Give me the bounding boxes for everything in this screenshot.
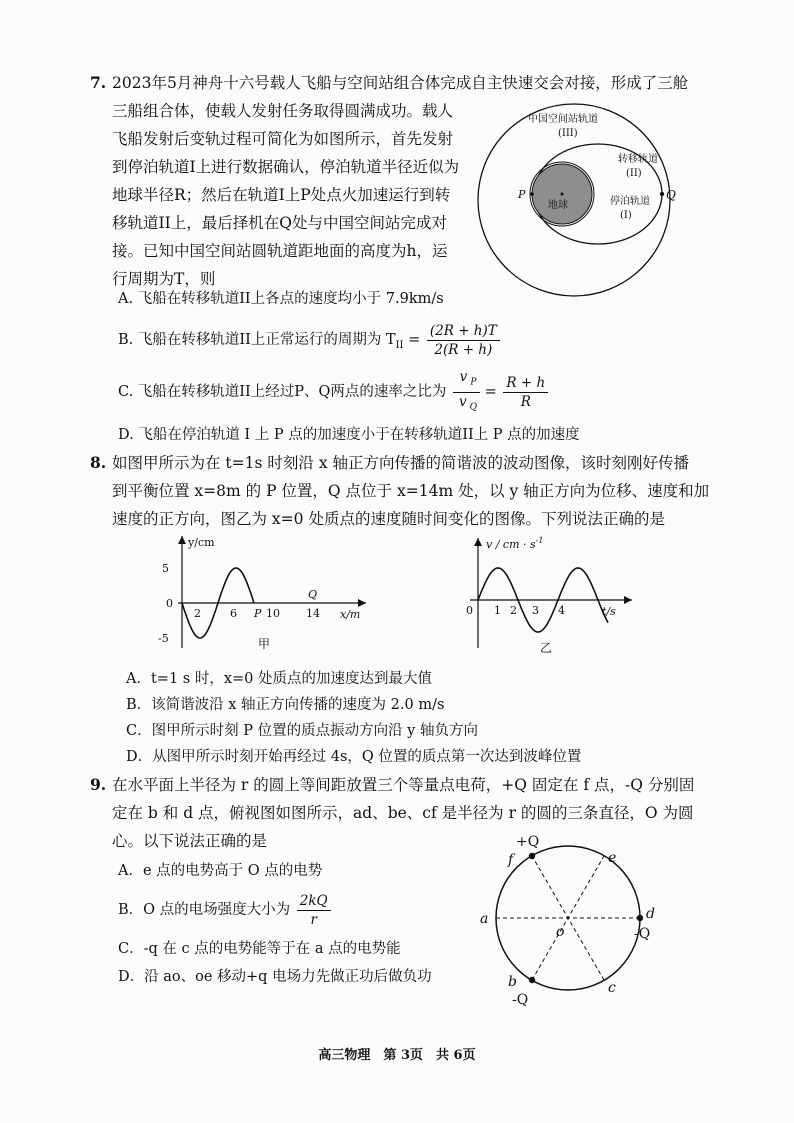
transfer-orbit-label-1: 转移轨道 [618,154,658,165]
jia-p-label: P [254,607,262,620]
transfer-orbit-label-2: (II) [626,168,642,179]
q9-option-d: D．沿 ao、oe 移动+q 电场力先做正功后做负功 [118,969,432,985]
q9-number: 9. [90,775,107,794]
label-b: b [508,974,517,990]
q7-number: 7. [90,73,107,92]
yi-origin: 0 [466,604,473,617]
q7-option-b-text: B. 飞船在转移轨道II上正常运行的周期为 T [118,332,396,348]
q7-option-d: D. 飞船在停泊轨道 I 上 P 点的加速度小于在转移轨道II上 P 点的加速度 [118,427,580,443]
q7-option-c-vq-sub: Q [469,402,478,413]
q8-number: 8. [90,453,107,472]
q9-option-b-denominator: r [310,911,317,928]
q7-option-b-numerator: (2R + h)T [427,322,500,341]
page-footer: 高三物理 第 3页 共 6页 [318,1048,476,1063]
parking-orbit-label-1: 停泊轨道 [610,196,650,207]
q7-line-8: 行周期为T，则 [112,270,216,288]
label-minus-q-d: -Q [634,926,651,942]
q8-option-b: B．该简谐波沿 x 轴正方向传播的速度为 2.0 m/s [126,697,445,713]
q7-option-c-numerator: R + h [503,374,548,393]
earth-center-dot [561,193,564,196]
q7-option-c-vp: v [459,369,468,385]
q9-line-2: 定在 b 和 d 点，俯视图如图所示，ad、be、cf 是半径为 r 的圆的三条直径，O 为圆 [112,804,694,822]
q8-line-3: 速度的正方向，图乙为 x=0 处质点的速度随时间变化的图像。下列说法正确的是 [112,510,665,528]
q7-line-7: 接。已知中国空间站圆轨道距地面的高度为h，运 [112,242,448,260]
label-plus-q: +Q [516,834,540,850]
q9-option-b-fraction [297,892,331,929]
q9-option-a: A．e 点的电势高于 O 点的电势 [118,863,323,879]
jia-y-neg: -5 [158,632,169,645]
yi-v-label: v / cm · $s^{-1}$ [486,536,544,551]
jia-q-label: Q [308,588,318,601]
q8-option-c: C．图甲所示时刻 P 位置的质点振动方向沿 y 轴负方向 [126,723,478,739]
jia-y-arrow [178,536,186,544]
yi-v-arrow [474,538,482,546]
q7-option-b: B. 飞船在转移轨道II上正常运行的周期为 $T_{II}$ = $\frac{(2R + h)T}{2(R + h)}$ [118,318,500,368]
q7-option-b-fraction [427,322,500,359]
q8-option-d: D．从图甲所示时刻开始再经过 4s，Q 位置的质点第一次达到波峰位置 [126,749,582,765]
yi-tick-2: 2 [510,604,517,617]
station-orbit-label-2: (III) [558,128,578,139]
q7-line-6: 移轨道II上，最后择机在Q处与中国空间站完成对 [112,214,447,232]
q9-option-c: C．-q 在 c 点的电势能等于在 a 点的电势能 [118,941,401,957]
q7-option-c-fraction [503,374,548,411]
charge-b-dot [529,977,535,983]
jia-x-arrow [358,599,366,607]
charge-f-dot [529,853,535,859]
q9-line-1: 在水平面上半径为 r 的圆上等间距放置三个等量点电荷，+Q 固定在 f 点，-Q 分别固 [112,776,695,794]
jia-x-label: x/m [340,608,361,621]
q8-line-1: 如图甲所示为在 t=1s 时刻沿 x 轴正方向传播的简谐波的波动图像，该时刻刚好传播 [112,454,689,472]
q9-option-b [118,888,331,932]
point-q-label: Q [666,188,676,202]
charge-d-dot [637,915,643,921]
q7-line-2: 三船组合体，使载人发射任务取得圆满成功。载人 [112,102,454,120]
label-d: d [646,906,655,922]
q7-option-c-vp-sub: P [470,377,477,388]
q9-option-b-numerator: 2kQ [297,892,331,911]
label-o: o [556,924,565,940]
parking-orbit-label-2: (I) [620,210,632,221]
q7-option-c-denominator: R [520,393,531,410]
q8-figure-yi [452,530,642,660]
jia-tick-2: 2 [194,607,201,620]
q7-line-3: 飞船发射后变轨过程可简化为如图所示，首先发射 [112,130,454,148]
yi-t-arrow [624,596,632,604]
yi-caption: 乙 [540,641,553,655]
yi-tick-3: 3 [532,604,539,617]
q7-option-c-ratio [453,368,480,416]
q9-charge-figure [472,832,668,1010]
yi-tick-4: 4 [558,604,565,617]
station-orbit-label-1: 中国空间站轨道 [528,114,598,125]
jia-y-label: y/cm [188,536,215,549]
label-e: e [608,850,617,866]
label-c: c [608,980,616,996]
q7-option-c-vq: v [459,393,467,410]
q7-option-c: C. 飞船在转移轨道II上经过P、Q两点的速率之比为 $\frac{v _P}{v _Q}$ = $\frac{R + h}{R}$ [118,368,548,416]
jia-tick-6: 6 [230,607,237,620]
jia-y-pos: 5 [162,562,169,575]
q8-option-a: A．t=1 s 时，x=0 处质点的加速度达到最大值 [126,671,432,687]
point-q-dot [660,192,664,196]
q7-orbit-figure [470,100,680,300]
q8-figure-jia [150,530,380,660]
label-a: a [480,911,489,927]
q7-option-b-denominator: 2(R + h) [434,341,493,358]
point-p-label: P [518,188,526,201]
q7-option-a: A. 飞船在转移轨道II上各点的速度均小于 7.9km/s [118,291,444,307]
jia-tick-14: 14 [306,607,320,620]
q9-option-b-text: B．O 点的电场强度大小为 [118,902,291,918]
q7-option-b-subscript: II [395,339,404,351]
jia-tick-10: 10 [266,607,280,620]
label-f: f [508,852,514,868]
label-minus-q-b: -Q [512,992,529,1008]
yi-tick-1: 1 [494,604,501,617]
q8-line-2: 到平衡位置 x=8m 的 P 位置，Q 点位于 x=14m 处，以 y 轴正方向为位移、速度和加 [112,482,710,500]
jia-origin: 0 [166,597,173,610]
yi-t-label: t/s [602,605,616,618]
q7-line-4: 到停泊轨道I上进行数据确认，停泊轨道半径近似为 [112,158,460,176]
jia-caption: 甲 [258,637,271,651]
point-p-dot [530,192,534,196]
q7-line-5: 地球半径R；然后在轨道I上P处点火加速运行到转 [112,186,451,204]
q7-line-1: 2023年5月神舟十六号载人飞船与空间站组合体完成自主快速交会对接，形成了三舱 [112,74,689,92]
q7-option-c-text: C. 飞船在转移轨道II上经过P、Q两点的速率之比为 [118,384,447,401]
q9-line-3: 心。以下说法正确的是 [112,832,268,850]
earth-label: 地球 [548,200,568,211]
